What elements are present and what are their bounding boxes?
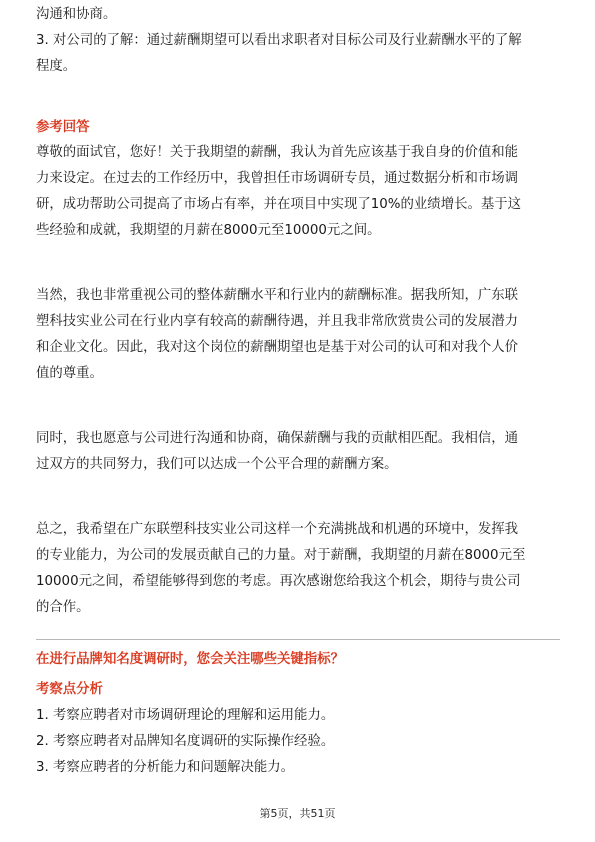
list-item: 3. 考察应聘者的分析能力和问题解决能力。 (36, 760, 295, 775)
answer-paragraph-4 (36, 517, 560, 621)
paragraph-line: 的专业能力，为公司的发展贡献自己的力量。对于薪酬，我期望的月薪在8000元至 (36, 548, 526, 563)
answer-paragraph-2 (36, 283, 560, 387)
paragraph-line: 值的尊重。 (36, 366, 103, 381)
paragraph-line: 力来设定。在过去的工作经历中，我曾担任市场调研专员，通过数据分析和市场调 (36, 171, 519, 186)
paragraph-line: 尊敬的面试官，您好！关于我期望的薪酬，我认为首先应该基于我自身的价值和能 (36, 145, 519, 160)
paragraph-line: 当然，我也非常重视公司的整体薪酬水平和行业内的薪酬标准。据我所知，广东联 (36, 288, 519, 303)
intro-line: 3. 对公司的了解：通过薪酬期望可以看出求职者对目标公司及行业薪酬水平的了解 (36, 33, 522, 48)
paragraph-line: 的合作。 (36, 600, 90, 615)
intro-section (36, 2, 560, 80)
paragraph-line: 同时，我也愿意与公司进行沟通和协商，确保薪酬与我的贡献相匹配。我相信，通 (36, 431, 519, 446)
answer-paragraph-1 (36, 140, 560, 244)
analysis-heading: 考察点分析 (36, 682, 103, 697)
paragraph-line: 研，成功帮助公司提高了市场占有率，并在项目中实现了10%的业绩增长。基于这 (36, 197, 522, 212)
paragraph-line: 和企业文化。因此，我对这个岗位的薪酬期望也是基于对公司的认可和对我个人价 (36, 340, 519, 355)
answer-heading: 参考回答 (36, 120, 90, 135)
paragraph-line: 些经验和成就，我期望的月薪在8000元至10000元之间。 (36, 223, 381, 238)
paragraph-line: 塑科技实业公司在行业内享有较高的薪酬待遇，并且我非常欣赏贵公司的发展潜力 (36, 314, 519, 329)
answer-paragraph-3 (36, 426, 560, 478)
paragraph-line: 10000元之间，希望能够得到您的考虑。再次感谢您给我这个机会，期待与贵公司 (36, 574, 521, 589)
section-divider (36, 639, 560, 640)
list-item: 1. 考察应聘者对市场调研理论的理解和运用能力。 (36, 708, 335, 723)
paragraph-line: 总之，我希望在广东联塑科技实业公司这样一个充满挑战和机遇的环境中，发挥我 (36, 522, 519, 537)
list-item: 2. 考察应聘者对品牌知名度调研的实际操作经验。 (36, 734, 335, 749)
page-footer: 第5页，共51页 (259, 807, 336, 820)
intro-line: 沟通和协商。 (36, 7, 117, 22)
intro-line: 程度。 (36, 59, 77, 74)
paragraph-line: 过双方的共同努力，我们可以达成一个公平合理的薪酬方案。 (36, 457, 398, 472)
question-title: 在进行品牌知名度调研时，您会关注哪些关键指标？ (36, 652, 344, 667)
analysis-list (36, 703, 560, 781)
